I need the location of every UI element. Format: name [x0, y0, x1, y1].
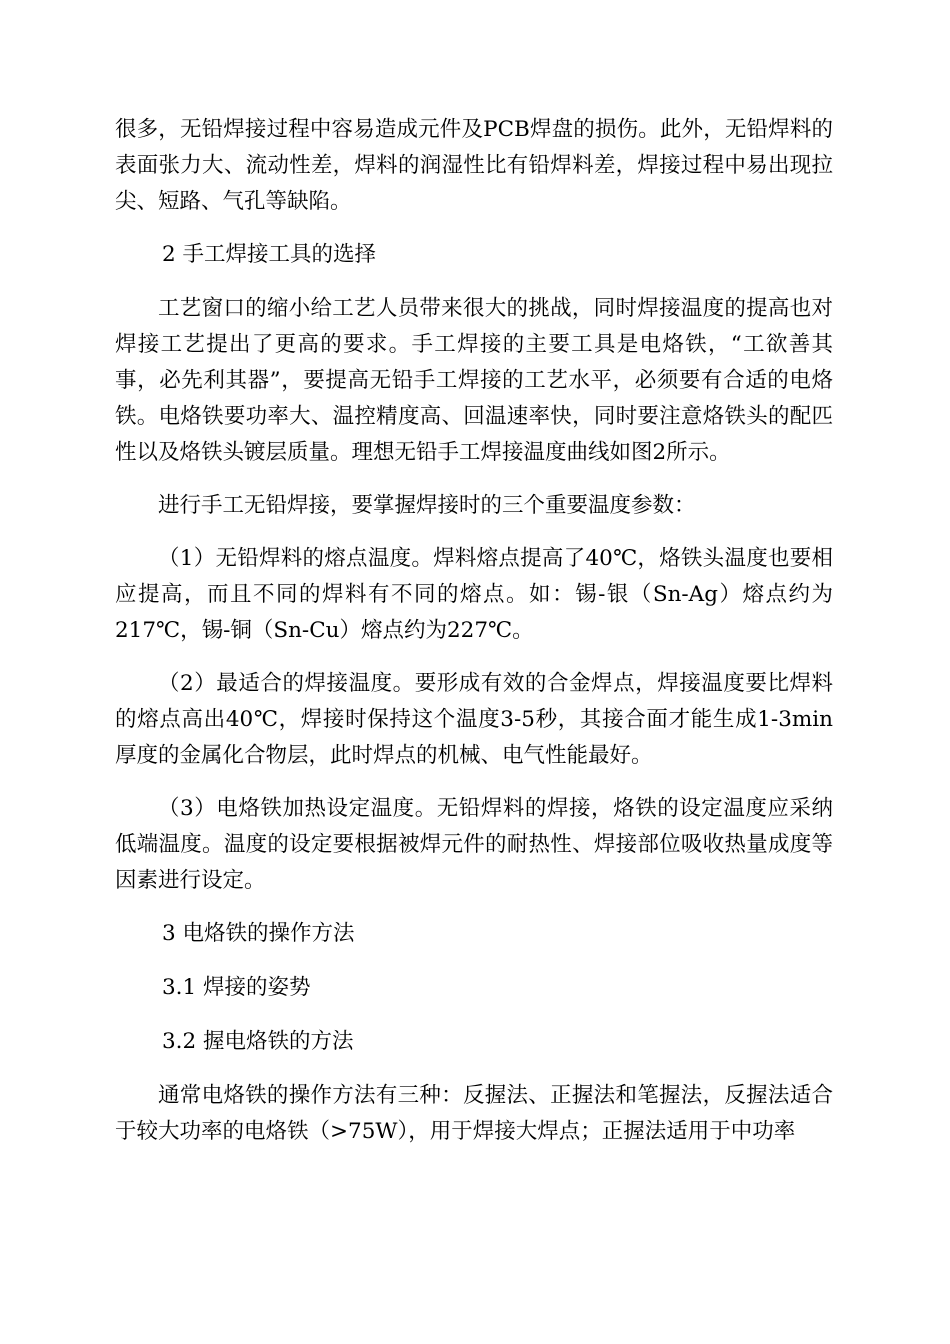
section-heading-3: 3 电烙铁的操作方法 [162, 921, 355, 946]
paragraph-item-3: （3）电烙铁加热设定温度。无铅焊料的焊接，烙铁的设定温度应采纳低端温度。温度的设定要根据被焊元件的耐热性、焊接部位吸收热量成度等因素进行设定。 [115, 796, 833, 893]
section-heading-2: 2 手工焊接工具的选择 [162, 242, 377, 267]
paragraph-tools: 工艺窗口的缩小给工艺人员带来很大的挑战，同时焊接温度的提高也对焊接工艺提出了更高的要求。手工焊接的主要工具是电烙铁，“工欲善其事，必先利其器”，要提高无铅手工焊接的工艺水平，必须要有合适的电烙铁。电烙铁要功率大、温控精度高、回温速率快，同时要注意烙铁头的配匹性以及烙铁头镀层质量。理想无铅手工焊接温度曲线如图2所示。 [115, 296, 833, 465]
subsection-heading-3-1: 3.1 焊接的姿势 [162, 975, 311, 1000]
paragraph-item-1: （1）无铅焊料的熔点温度。焊料熔点提高了40℃，烙铁头温度也要相应提高，而且不同的焊料有不同的熔点。如：锡-银（Sn-Ag）熔点约为217℃，锡-铜（Sn-Cu）熔点约为227℃。 [115, 546, 833, 643]
paragraph-continued: 很多，无铅焊接过程中容易造成元件及PCB焊盘的损伤。此外，无铅焊料的表面张力大、流动性差，焊料的润湿性比有铅焊料差，焊接过程中易出现拉尖、短路、气孔等缺陷。 [115, 117, 833, 214]
paragraph-item-2: （2）最适合的焊接温度。要形成有效的合金焊点，焊接温度要比焊料的熔点高出40℃，焊接时保持这个温度3-5秒，其接合面才能生成1-3min厚度的金属化合物层，此时焊点的机械、电气性能最好。 [115, 671, 833, 768]
paragraph-temperature-intro: 进行手工无铅焊接，要掌握焊接时的三个重要温度参数： [158, 493, 696, 518]
subsection-heading-3-2: 3.2 握电烙铁的方法 [162, 1029, 354, 1054]
paragraph-grip-methods: 通常电烙铁的操作方法有三种：反握法、正握法和笔握法，反握法适合于较大功率的电烙铁（>75W），用于焊接大焊点；正握法适用于中功率 [115, 1083, 833, 1144]
document-page [115, 112, 833, 1167]
